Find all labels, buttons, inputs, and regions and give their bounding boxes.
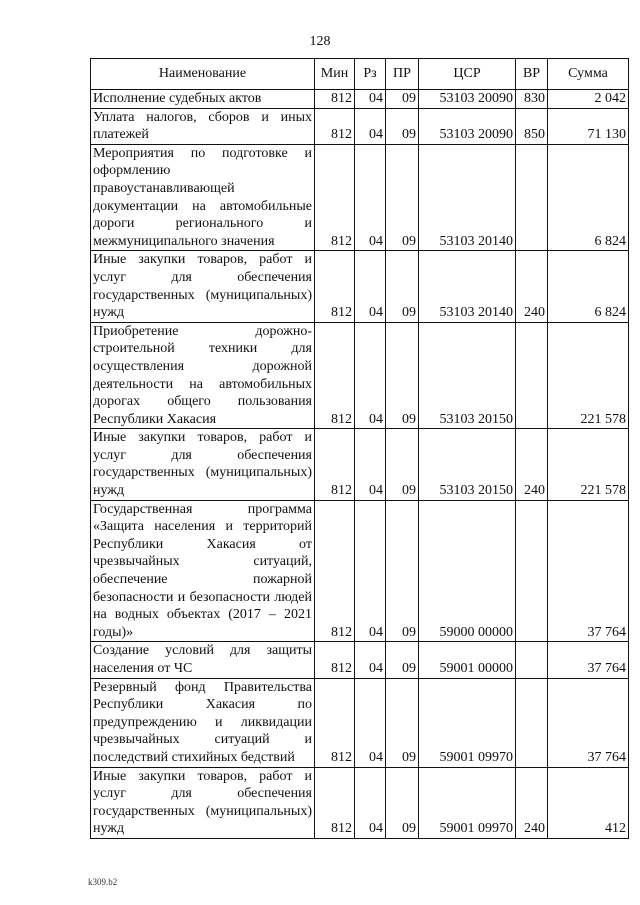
cell-rz: 04 xyxy=(355,678,386,767)
cell-pr: 09 xyxy=(386,500,419,642)
table-row xyxy=(91,429,629,500)
cell-rz: 04 xyxy=(355,429,386,500)
cell-sum: 37 764 xyxy=(548,500,629,642)
cell-sum: 221 578 xyxy=(548,322,629,429)
table-row xyxy=(91,500,629,642)
cell-min: 812 xyxy=(315,500,355,642)
cell-rz: 04 xyxy=(355,322,386,429)
cell-name: Государственная программа «Защита населения и территорий Республики Хакасия от чрезвычайных ситуаций, обеспечение пожарной безопасности и безопасности людей на водных объектах (2017 – 2021 годы)» xyxy=(91,500,315,642)
cell-name: Создание условий для защиты населения от ЧС xyxy=(91,642,315,678)
table-row xyxy=(91,90,629,109)
cell-rz: 04 xyxy=(355,642,386,678)
cell-pr: 09 xyxy=(386,251,419,322)
cell-min: 812 xyxy=(315,429,355,500)
cell-name: Иные закупки товаров, работ и услуг для обеспечения государственных (муниципальных) нужд xyxy=(91,767,315,838)
cell-csr: 53103 20090 xyxy=(419,108,516,144)
cell-csr: 59001 09970 xyxy=(419,767,516,838)
cell-sum: 2 042 xyxy=(548,90,629,109)
cell-pr: 09 xyxy=(386,767,419,838)
cell-vr xyxy=(516,500,548,642)
cell-vr: 830 xyxy=(516,90,548,109)
cell-name: Иные закупки товаров, работ и услуг для обеспечения государственных (муниципальных) нужд xyxy=(91,429,315,500)
cell-sum: 37 764 xyxy=(548,678,629,767)
cell-name: Уплата налогов, сборов и иных платежей xyxy=(91,108,315,144)
cell-rz: 04 xyxy=(355,90,386,109)
cell-pr: 09 xyxy=(386,144,419,251)
cell-vr xyxy=(516,642,548,678)
cell-sum: 221 578 xyxy=(548,429,629,500)
cell-vr: 240 xyxy=(516,251,548,322)
cell-vr xyxy=(516,678,548,767)
table-row xyxy=(91,767,629,838)
cell-pr: 09 xyxy=(386,90,419,109)
cell-csr: 59001 00000 xyxy=(419,642,516,678)
cell-name: Иные закупки товаров, работ и услуг для обеспечения государственных (муниципальных) нужд xyxy=(91,251,315,322)
cell-sum: 6 824 xyxy=(548,251,629,322)
cell-name: Исполнение судебных актов xyxy=(91,90,315,109)
cell-csr: 53103 20140 xyxy=(419,144,516,251)
footer-stamp: k309.b2 xyxy=(88,877,118,887)
cell-csr: 53103 20150 xyxy=(419,322,516,429)
header-rz: Рз xyxy=(355,59,386,90)
cell-vr: 240 xyxy=(516,429,548,500)
cell-name: Мероприятия по подготовке и оформлению правоустанавливающей документации на автомобильные дороги регионального и межмуниципального значения xyxy=(91,144,315,251)
table-row xyxy=(91,144,629,251)
cell-vr: 240 xyxy=(516,767,548,838)
page-number: 128 xyxy=(309,34,331,49)
cell-rz: 04 xyxy=(355,108,386,144)
cell-pr: 09 xyxy=(386,322,419,429)
cell-min: 812 xyxy=(315,767,355,838)
header-csr: ЦСР xyxy=(419,59,516,90)
header-sum: Сумма xyxy=(548,59,629,90)
cell-min: 812 xyxy=(315,90,355,109)
cell-csr: 53103 20090 xyxy=(419,90,516,109)
cell-pr: 09 xyxy=(386,429,419,500)
cell-rz: 04 xyxy=(355,767,386,838)
header-min: Мин xyxy=(315,59,355,90)
cell-pr: 09 xyxy=(386,678,419,767)
cell-name: Приобретение дорожно-строительной техники для осуществления дорожной деятельности на автомобильных дорогах общего пользования Республики Хакасия xyxy=(91,322,315,429)
cell-min: 812 xyxy=(315,144,355,251)
cell-vr xyxy=(516,322,548,429)
header-name: Наименование xyxy=(91,59,315,90)
cell-pr: 09 xyxy=(386,642,419,678)
cell-min: 812 xyxy=(315,251,355,322)
table-row xyxy=(91,251,629,322)
cell-pr: 09 xyxy=(386,108,419,144)
table-header-row xyxy=(91,59,629,90)
cell-csr: 53103 20140 xyxy=(419,251,516,322)
cell-sum: 6 824 xyxy=(548,144,629,251)
table-row xyxy=(91,642,629,678)
cell-rz: 04 xyxy=(355,144,386,251)
cell-min: 812 xyxy=(315,678,355,767)
cell-min: 812 xyxy=(315,322,355,429)
cell-min: 812 xyxy=(315,642,355,678)
table-row xyxy=(91,678,629,767)
cell-vr: 850 xyxy=(516,108,548,144)
cell-csr: 53103 20150 xyxy=(419,429,516,500)
cell-sum: 71 130 xyxy=(548,108,629,144)
cell-vr xyxy=(516,144,548,251)
cell-rz: 04 xyxy=(355,500,386,642)
cell-name: Резервный фонд Правительства Республики Хакасия по предупреждению и ликвидации чрезвычайных ситуаций и последствий стихийных бедствий xyxy=(91,678,315,767)
header-pr: ПР xyxy=(386,59,419,90)
cell-sum: 37 764 xyxy=(548,642,629,678)
budget-table xyxy=(90,58,629,839)
table-row xyxy=(91,322,629,429)
cell-csr: 59001 09970 xyxy=(419,678,516,767)
cell-csr: 59000 00000 xyxy=(419,500,516,642)
header-vr: ВР xyxy=(516,59,548,90)
cell-min: 812 xyxy=(315,108,355,144)
table-row xyxy=(91,108,629,144)
cell-sum: 412 xyxy=(548,767,629,838)
cell-rz: 04 xyxy=(355,251,386,322)
